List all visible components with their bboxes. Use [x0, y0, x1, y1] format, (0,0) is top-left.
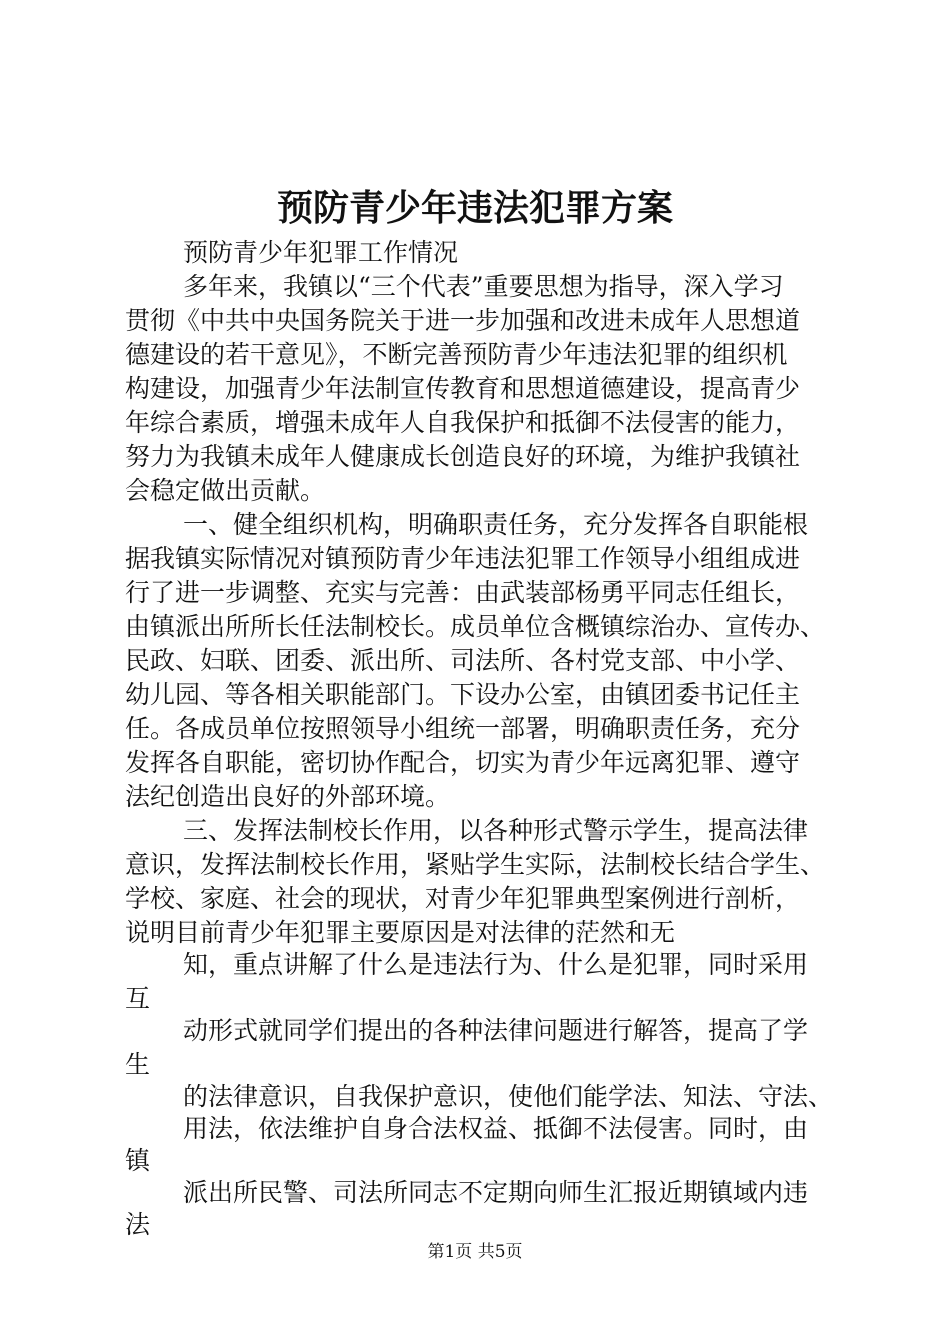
body-line: 民政、妇联、团委、派出所、司法所、各村党支部、中小学、 [125, 646, 801, 675]
body-line: 说明目前青少年犯罪主要原因是对法律的茫然和无 [125, 918, 676, 947]
body-line: 由镇派出所所长任法制校长。成员单位含概镇综治办、宣传办、 [125, 612, 826, 641]
body-line: 一、健全组织机构，明确职责任务，充分发挥各自职能根 [183, 510, 809, 539]
body-line: 多年来，我镇以“三个代表”重要思想为指导，深入学习 [183, 272, 784, 301]
body-line: 幼儿园、等各相关职能部门。下设办公室，由镇团委书记任主 [125, 680, 801, 709]
body-line: 法 [125, 1210, 151, 1239]
body-line: 预防青少年犯罪工作情况 [183, 238, 459, 267]
body-line: 年综合素质，增强未成年人自我保护和抵御不法侵害的能力， [125, 408, 801, 437]
body-line: 用法，依法维护自身合法权益、抵御不法侵害。同时，由 [183, 1114, 809, 1143]
body-line: 镇 [125, 1146, 151, 1175]
body-line: 三、发挥法制校长作用，以各种形式警示学生，提高法律 [183, 816, 809, 845]
body-line: 学校、家庭、社会的现状，对青少年犯罪典型案例进行剖析， [125, 884, 801, 913]
body-line: 任。各成员单位按照领导小组统一部署，明确职责任务，充分 [125, 714, 801, 743]
body-line: 贯彻《中共中央国务院关于进一步加强和改进未成年人思想道 [125, 306, 801, 335]
body-line: 的法律意识，自我保护意识，使他们能学法、知法、守法、 [183, 1082, 834, 1111]
body-line: 知，重点讲解了什么是违法行为、什么是犯罪，同时采用 [183, 950, 809, 979]
body-line: 发挥各自职能，密切协作配合，切实为青少年远离犯罪、遵守 [125, 748, 801, 777]
page-footer: 第1页 共5页 [427, 1242, 523, 1262]
body-line: 据我镇实际情况对镇预防青少年违法犯罪工作领导小组组成进 [125, 544, 801, 573]
body-line: 动形式就同学们提出的各种法律问题进行解答，提高了学 [183, 1016, 809, 1045]
body-line: 生 [125, 1050, 151, 1079]
body-line: 法纪创造出良好的外部环境。 [125, 782, 451, 811]
body-line: 会稳定做出贡献。 [125, 476, 326, 505]
body-line: 努力为我镇未成年人健康成长创造良好的环境，为维护我镇社 [125, 442, 801, 471]
body-line: 互 [125, 984, 151, 1013]
body-line: 意识，发挥法制校长作用，紧贴学生实际，法制校长结合学生、 [125, 850, 826, 879]
body-line: 行了进一步调整、充实与完善：由武装部杨勇平同志任组长， [125, 578, 801, 607]
body-line: 德建设的若干意见》，不断完善预防青少年违法犯罪的组织机 [125, 340, 788, 369]
document-title: 预防青少年违法犯罪方案 [276, 187, 673, 229]
body-line: 派出所民警、司法所同志不定期向师生汇报近期镇域内违 [183, 1178, 809, 1207]
body-line: 构建设，加强青少年法制宣传教育和思想道德建设，提高青少 [125, 374, 801, 403]
